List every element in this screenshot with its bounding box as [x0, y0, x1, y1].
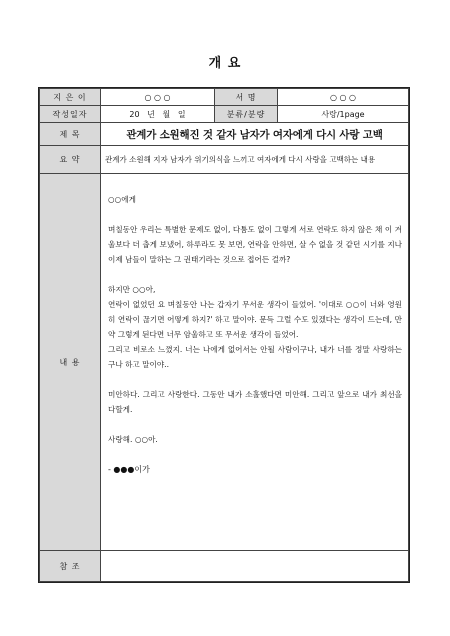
content-signature: - ●●●이가: [108, 465, 150, 474]
content-paragraph: 연락이 없었던 요 며칠동안 나는 갑자기 무서운 생각이 들었어. '이대로 ○○이 너와 영원히 연락이 끊기면 어떻게 하지?' 하고 말이야. 문득 그럴 수도 있겠다는 생각이 드는데, 만약 그렇게 된다면 너무 암울하고 또 무서운 생각이 들었어.: [108, 300, 402, 339]
content-paragraph: 하지만 ○○아,: [108, 285, 156, 294]
author-label: 지 은 이: [40, 89, 101, 106]
summary-row: [40, 146, 409, 174]
overview-form: [38, 87, 410, 583]
document-title: 개 요: [208, 56, 242, 71]
subject-label: 제 목: [40, 123, 101, 146]
content-body: [101, 174, 409, 551]
category-value: 사랑/1page: [278, 106, 409, 123]
content-paragraph: 그리고 비로소 느꼈지. 너는 나에게 없어서는 안될 사람이구나, 내가 너를 정말 사랑하는 구나 하고 말이야..: [108, 345, 402, 369]
content-greeting: ○○에게: [108, 195, 136, 204]
content-row: [40, 174, 409, 551]
subject-row: [40, 123, 409, 146]
signature-label: 서 명: [215, 89, 278, 106]
content-closing: 사랑해. ○○아.: [108, 435, 158, 444]
signature-value: ○ ○ ○: [278, 89, 409, 106]
summary-value: 관계가 소원해 지자 남자가 위기의식을 느끼고 여자에게 다시 사랑을 고백하는 내용: [101, 146, 409, 174]
reference-value: [101, 551, 409, 582]
date-value: 20 년 월 일: [101, 106, 215, 123]
date-label: 작성일자: [40, 106, 101, 123]
reference-label: 참 조: [40, 551, 101, 582]
summary-label: 요 약: [40, 146, 101, 174]
reference-row: [40, 551, 409, 582]
author-value: ○ ○ ○: [101, 89, 215, 106]
author-row: [40, 89, 409, 106]
date-row: [40, 106, 409, 123]
content-paragraph: 미안하다. 그리고 사랑한다. 그동안 내가 소홀했다면 미안해. 그리고 앞으로 내가 최선을 다할게.: [108, 390, 402, 414]
content-paragraph: 며칠동안 우리는 특별한 문제도 없이, 다툼도 없이 그렇게 서로 연락도 하지 않은 채 이 겨울보다 더 춥게 보냈어, 하루라도 못 보면, 연락을 안하면, 살 수 없을 것 같던 시기를 지나 이제 남들이 말하는 그 권태기라는 것으로 접어든 걸까?: [108, 225, 402, 264]
subject-value: 관계가 소원해진 것 같자 남자가 여자에게 다시 사랑 고백: [101, 123, 409, 146]
content-label: 내 용: [40, 174, 101, 551]
overview-table: [39, 88, 409, 582]
category-label: 분류/분량: [215, 106, 278, 123]
